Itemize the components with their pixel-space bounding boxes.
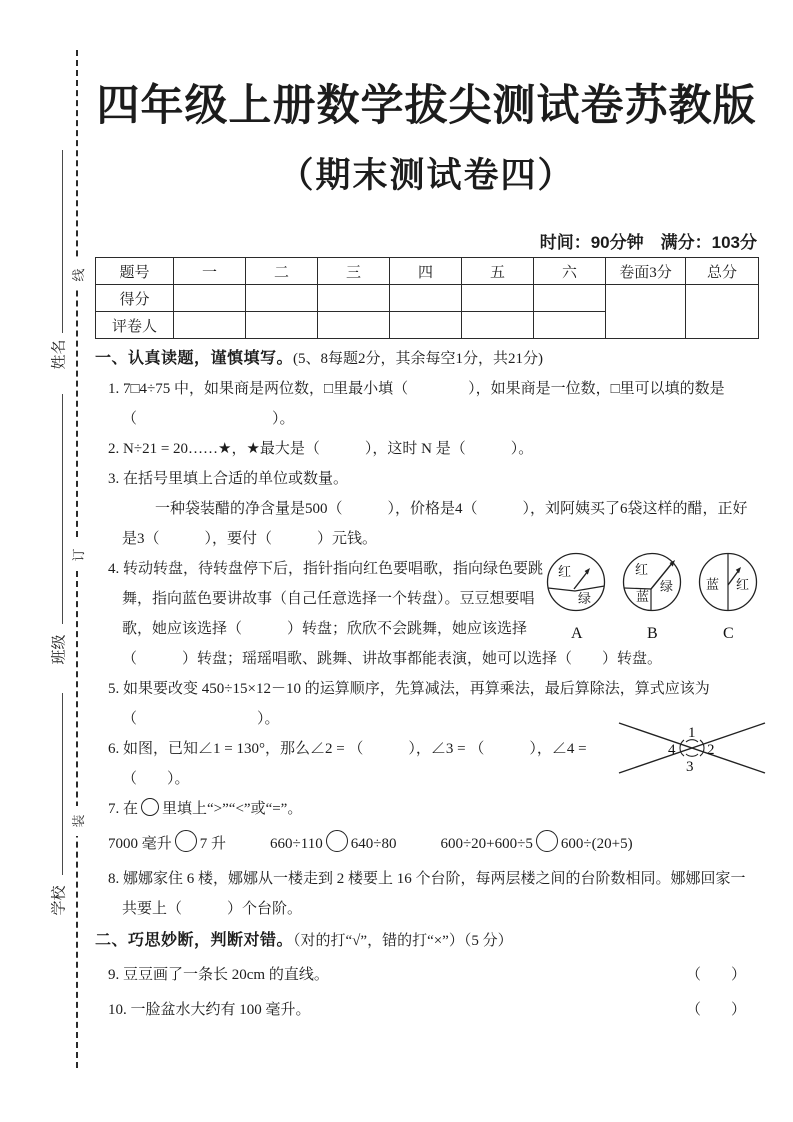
comparison-circle-icon xyxy=(326,830,348,852)
question-6-line-1: 6. 如图，已知∠1 = 130°，那么∠2 = （ ），∠3 = （ ），∠4 = xyxy=(108,741,587,757)
question-5-line-2: （ ）。 xyxy=(122,711,280,727)
paper-title: 四年级上册数学拔尖测试卷苏教版 xyxy=(96,82,757,130)
name-blank-line xyxy=(62,150,63,333)
question-7-head: 7. 在 里填上“>”“<”或“=”。 xyxy=(95,794,758,824)
svg-text:红: 红 xyxy=(635,562,649,577)
score-table-header-row xyxy=(96,258,759,285)
spinner-a-label: A xyxy=(571,625,583,641)
header-cell: 一 xyxy=(174,258,246,285)
score-cell xyxy=(462,312,534,339)
svg-text:红: 红 xyxy=(736,577,750,592)
angle-2-label: 2 xyxy=(707,742,715,758)
header-cell: 六 xyxy=(534,258,606,285)
header-cell: 四 xyxy=(390,258,462,285)
question-10 xyxy=(95,993,758,1028)
question-5-line-1: 5. 如果要改变 450÷15×12－10 的运算顺序，先算减法，再算乘法，最后算除法，算式应该为 xyxy=(108,681,710,697)
angle-figure xyxy=(616,698,768,796)
score-cell xyxy=(686,285,759,339)
spinner-b xyxy=(617,549,687,641)
header-cell: 二 xyxy=(246,258,318,285)
section1-title: 一、认真读题，谨慎填写。 xyxy=(95,350,294,367)
section2-heading xyxy=(95,924,758,958)
header-cell: 三 xyxy=(318,258,390,285)
score-cell xyxy=(318,312,390,339)
angle-4-label: 4 xyxy=(668,742,676,758)
comparison-item: 7000 毫升 7 升 xyxy=(108,824,226,864)
question-7-comparisons xyxy=(95,824,758,864)
svg-text:蓝: 蓝 xyxy=(636,589,650,604)
header-cell: 题号 xyxy=(96,258,174,285)
question-6-line-2: （ ）。 xyxy=(122,771,190,787)
paper-body xyxy=(95,344,758,1028)
question-9 xyxy=(95,958,758,993)
section2-title: 二、巧思妙断，判断对错。 xyxy=(95,932,294,949)
header-cell: 卷面3分 xyxy=(606,258,686,285)
question-8-line-2: 共要上（ ）个台阶。 xyxy=(122,901,303,917)
question-9-answer-blank: （ ） xyxy=(685,967,746,983)
spinner-c-label: C xyxy=(723,625,734,641)
binding-char-xian: 线 xyxy=(60,260,94,290)
score-cell xyxy=(174,285,246,312)
question-1-line-2: （ ）。 xyxy=(122,411,295,427)
comparison-item: 600÷20+600÷5 600÷(20+5) xyxy=(440,824,632,864)
spinner-a xyxy=(541,549,611,641)
row-label: 评卷人 xyxy=(96,312,174,339)
paper-subtitle: （期末测试卷四） xyxy=(278,156,575,195)
binding-char-zhuang: 装 xyxy=(60,806,94,836)
score-cell xyxy=(606,285,686,339)
svg-text:红: 红 xyxy=(558,564,572,579)
spinner-c xyxy=(693,549,763,641)
score-cell xyxy=(390,312,462,339)
fill-circle-icon xyxy=(141,798,159,816)
question-8-line-1: 8. 娜娜家住 6 楼，娜娜从一楼走到 2 楼要上 16 个台阶，每两层楼之间的台阶数相同。娜娜回家一 xyxy=(108,871,746,887)
question-4-line-4: （ ）转盘；瑶瑶唱歌、跳舞、讲故事都能表演，她可以选择（ ）转盘。 xyxy=(122,651,663,667)
section2-score-note: （对的打“√”，错的打“×”）（5 分） xyxy=(293,933,513,949)
score-cell xyxy=(534,285,606,312)
school-blank-line xyxy=(62,693,63,875)
score-table xyxy=(95,257,759,339)
comparison-circle-icon xyxy=(175,830,197,852)
name-label: 姓名 xyxy=(50,338,68,370)
question-1-line-1: 1. 7□4÷75 中，如果商是两位数，□里最小填（ ），如果商是一位数，□里可以填的数是 xyxy=(108,381,725,397)
school-label: 学校 xyxy=(50,884,68,916)
row-label: 得分 xyxy=(96,285,174,312)
angle-1-label: 1 xyxy=(688,725,696,741)
question-4-line-2: 舞，指向蓝色要讲故事（自己任意选择一个转盘）。豆豆想要唱 xyxy=(122,591,535,607)
header-cell: 总分 xyxy=(686,258,759,285)
question-3-line-2: 是3（ ），要付（ ）元钱。 xyxy=(122,531,378,547)
section1-score-note: (5、8每题2分，其余每空1分，共21分) xyxy=(293,351,544,367)
question-2: 2. N÷21 = 20……★，★最大是（ ），这时 N 是（ ）。 xyxy=(108,441,534,457)
question-10-answer-blank: （ ） xyxy=(685,1002,746,1018)
class-label: 班级 xyxy=(50,633,68,665)
spinner-b-label: B xyxy=(647,625,658,641)
class-blank-line xyxy=(62,394,63,624)
score-cell xyxy=(318,285,390,312)
score-cell xyxy=(174,312,246,339)
section1-heading xyxy=(95,344,758,374)
time-score-meta: 时间：90分钟 满分：103分 xyxy=(539,233,757,252)
question-9-text: 9. 豆豆画了一条长 20cm 的直线。 xyxy=(108,967,329,983)
question-10-text: 10. 一脸盆水大约有 100 毫升。 xyxy=(108,1002,311,1018)
score-row xyxy=(96,285,759,312)
angle-3-label: 3 xyxy=(686,759,694,775)
spinner-figures xyxy=(541,549,763,641)
question-4-line-1: 4. 转动转盘，待转盘停下后，指针指向红色要唱歌，指向绿色要跳 xyxy=(108,561,544,577)
score-cell xyxy=(534,312,606,339)
svg-text:绿: 绿 xyxy=(660,579,674,594)
question-3-line-1: 一种袋装醋的净含量是500（ ），价格是4（ ），刘阿姨买了6袋这样的醋，正好 xyxy=(155,501,748,517)
svg-text:绿: 绿 xyxy=(578,591,592,606)
header-cell: 五 xyxy=(462,258,534,285)
question-4-line-3: 歌，她应该选择（ ）转盘；欣欣不会跳舞，她应该选择 xyxy=(122,621,528,637)
comparison-item: 660÷110 640÷80 xyxy=(270,824,396,864)
binding-char-ding: 订 xyxy=(60,540,94,570)
score-cell xyxy=(390,285,462,312)
score-cell xyxy=(246,312,318,339)
score-cell xyxy=(246,285,318,312)
comparison-circle-icon xyxy=(536,830,558,852)
score-cell xyxy=(462,285,534,312)
svg-text:蓝: 蓝 xyxy=(706,577,720,592)
question-3-head: 3. 在括号里填上合适的单位或数量。 xyxy=(108,471,349,487)
